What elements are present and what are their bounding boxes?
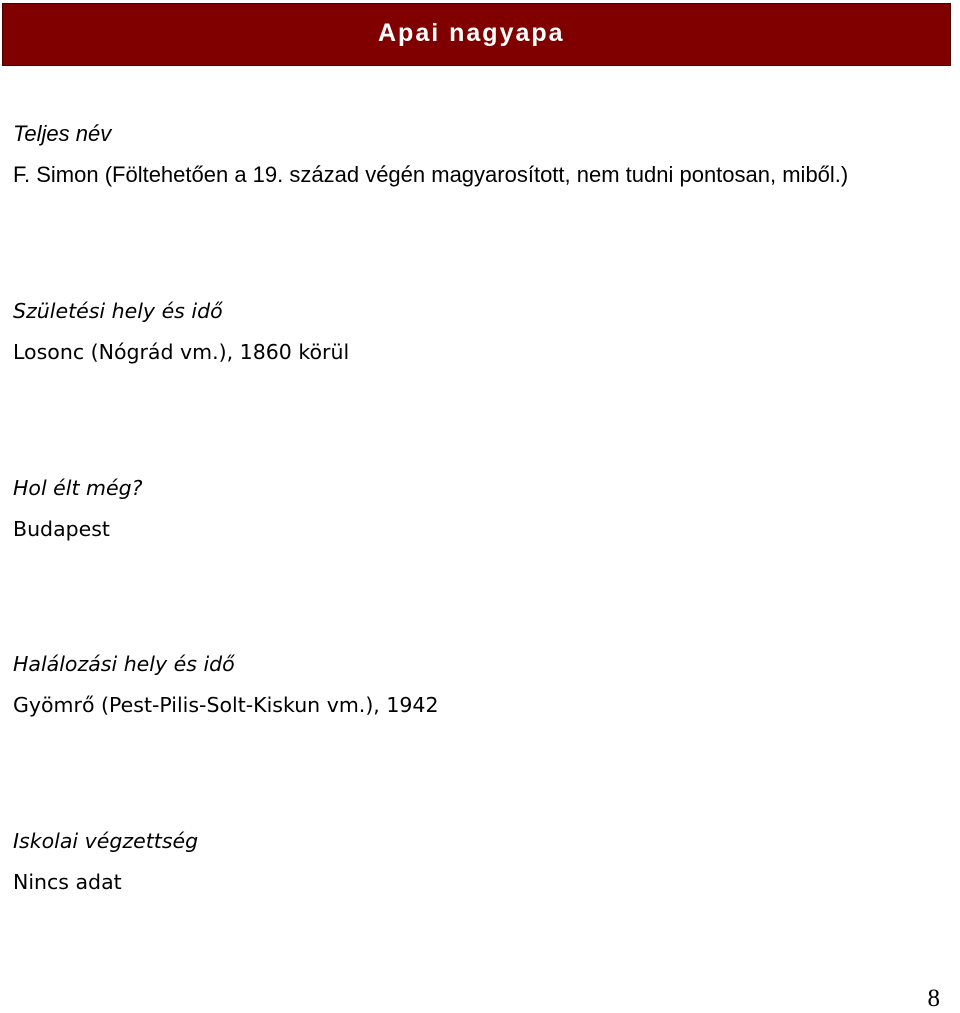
education-label: Iskolai végzettség [13,829,199,853]
full-name-value: F. Simon (Föltehetően a 19. század végén magyarosított, nem tudni pontosan, miből.) [13,162,849,187]
header-bar [2,3,951,66]
section-education [13,821,943,903]
death-value: Gyömrő (Pest-Pilis-Solt-Kiskun vm.), 1942 [13,693,439,717]
birth-value: Losonc (Nógrád vm.), 1860 körül [13,340,350,364]
residence-label: Hol élt még? [13,476,143,500]
education-value: Nincs adat [13,870,122,894]
section-residence [13,468,943,550]
page-title: Apai nagyapa [378,19,565,47]
section-full-name [13,113,943,195]
full-name-label: Teljes név [13,121,112,146]
death-label: Halálozási hely és idő [13,652,235,676]
section-death [13,644,943,726]
residence-value: Budapest [13,517,110,541]
birth-label: Születési hely és idő [13,299,223,323]
section-birth [13,291,943,373]
page-number: 8 [927,985,940,1012]
